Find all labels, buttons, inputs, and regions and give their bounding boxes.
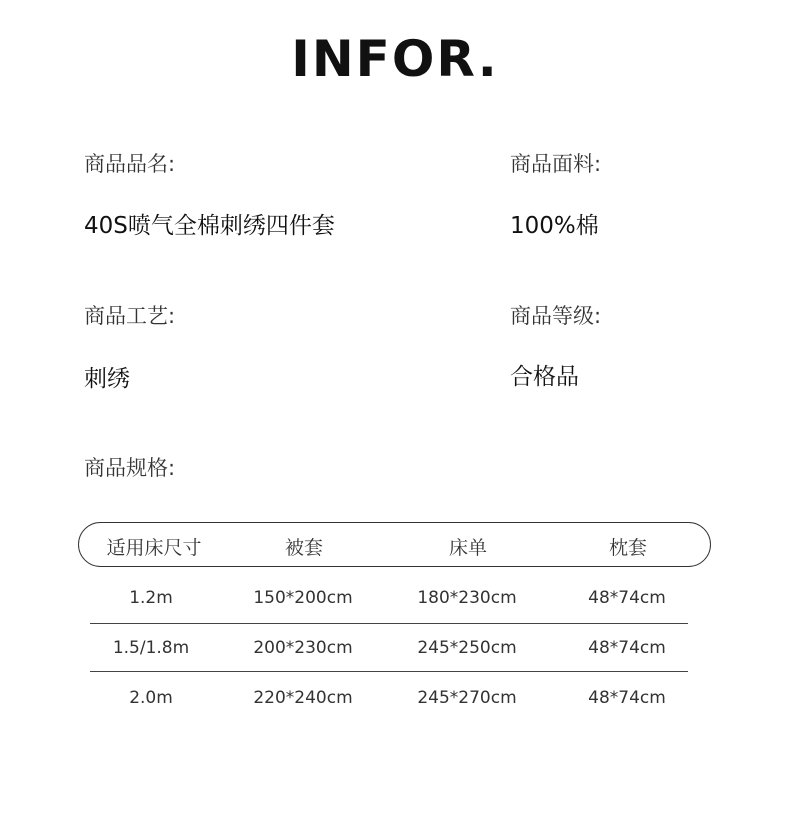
header-duvet-cover: 被套 xyxy=(284,537,323,559)
cell-bed-size: 2.0m xyxy=(129,688,173,708)
product-fabric-label: 商品面料: xyxy=(510,152,602,176)
cell-bed-size: 1.2m xyxy=(129,588,173,608)
cell-bed-sheet: 245*270cm xyxy=(417,688,517,708)
cell-bed-sheet: 180*230cm xyxy=(417,588,517,608)
product-spec-label: 商品规格: xyxy=(84,456,176,480)
table-row xyxy=(78,625,711,673)
product-grade-label: 商品等级: xyxy=(510,304,602,328)
product-craft-label: 商品工艺: xyxy=(84,304,176,328)
product-name-label: 商品品名: xyxy=(84,152,176,176)
product-name-value: 40S喷气全棉刺绣四件套 xyxy=(84,213,335,239)
row-divider xyxy=(90,623,688,624)
cell-duvet-cover: 150*200cm xyxy=(253,588,353,608)
header-pillowcase: 枕套 xyxy=(608,537,647,559)
table-row xyxy=(78,575,711,623)
cell-pillowcase: 48*74cm xyxy=(588,588,666,608)
cell-bed-size: 1.5/1.8m xyxy=(112,638,190,658)
header-bed-sheet: 床单 xyxy=(448,537,487,559)
product-fabric-value: 100%棉 xyxy=(510,213,599,239)
product-craft-value: 刺绣 xyxy=(84,366,130,392)
product-grade-value: 合格品 xyxy=(510,364,579,390)
row-divider xyxy=(90,671,688,672)
spec-table-header xyxy=(78,522,711,567)
cell-pillowcase: 48*74cm xyxy=(588,688,666,708)
table-row xyxy=(78,675,711,723)
page-title: INFOR. xyxy=(291,30,499,88)
cell-pillowcase: 48*74cm xyxy=(588,638,666,658)
cell-bed-sheet: 245*250cm xyxy=(417,638,517,658)
header-bed-size: 适用床尺寸 xyxy=(106,537,202,559)
cell-duvet-cover: 220*240cm xyxy=(253,688,353,708)
cell-duvet-cover: 200*230cm xyxy=(253,638,353,658)
